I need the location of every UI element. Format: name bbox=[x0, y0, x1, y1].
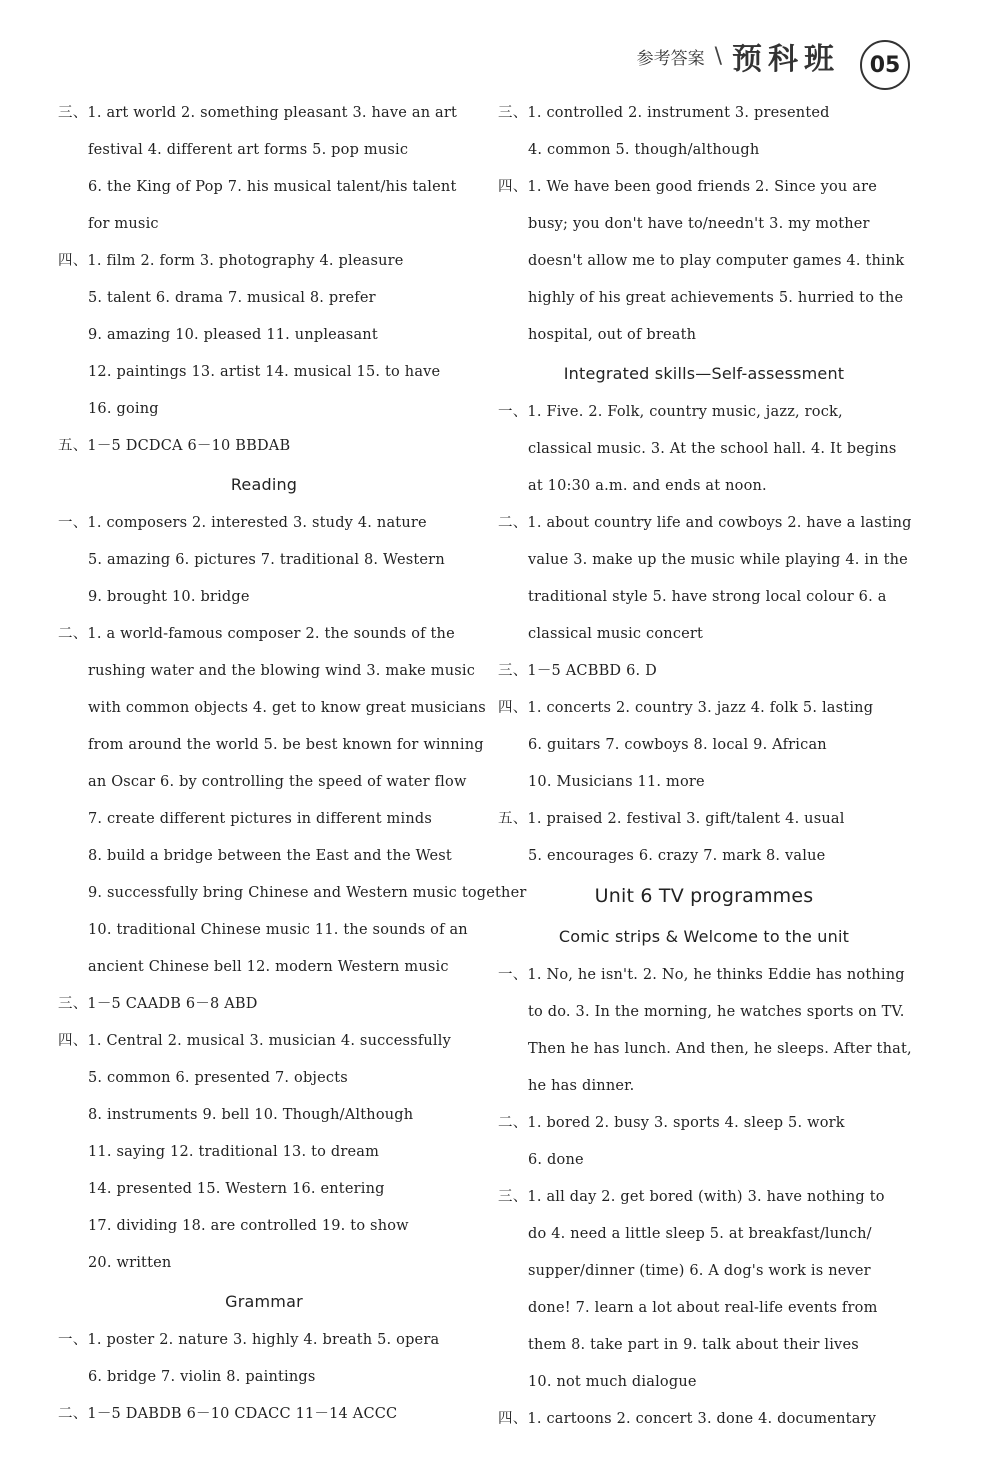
answer-line-continuation: 10. not much dialogue bbox=[528, 1374, 697, 1390]
section-title: Reading bbox=[230, 475, 298, 494]
answer-line-continuation: 4. common 5. though/although bbox=[528, 142, 760, 158]
answer-line: 四、1. cartoons 2. concert 3. done 4. documentary bbox=[498, 1411, 877, 1427]
answer-line-continuation: 9. amazing 10. pleased 11. unpleasant bbox=[88, 327, 378, 343]
answer-line: 五、1. praised 2. festival 3. gift/talent 4. usual bbox=[498, 811, 845, 827]
answer-line-continuation: 6. done bbox=[528, 1152, 584, 1168]
unit-title: Unit 6 TV programmes bbox=[594, 885, 814, 907]
answer-line: 四、1. concerts 2. country 3. jazz 4. folk 5. lasting bbox=[498, 700, 874, 716]
answer-line-continuation: he has dinner. bbox=[528, 1078, 635, 1094]
answer-line-continuation: 8. instruments 9. bell 10. Though/Although bbox=[88, 1107, 414, 1123]
answer-line-continuation: at 10:30 a.m. and ends at noon. bbox=[528, 478, 767, 494]
section-title: Integrated skills—Self-assessment bbox=[563, 364, 845, 383]
answer-line-continuation: 5. encourages 6. crazy 7. mark 8. value bbox=[528, 848, 826, 864]
right-column bbox=[498, 95, 910, 1438]
answer-line-continuation: Then he has lunch. And then, he sleeps. After that, bbox=[528, 1041, 912, 1057]
answer-line-continuation: 6. bridge 7. violin 8. paintings bbox=[88, 1369, 316, 1385]
answer-line: 一、1. composers 2. interested 3. study 4. nature bbox=[58, 515, 427, 531]
answer-line-continuation: ancient Chinese bell 12. modern Western music bbox=[88, 959, 449, 975]
answer-line-continuation: 6. the King of Pop 7. his musical talent/his talent bbox=[88, 179, 457, 195]
answer-line-continuation: 7. create different pictures in different minds bbox=[88, 811, 432, 827]
header-label: 参考答案 bbox=[636, 48, 705, 69]
answer-line-continuation: 14. presented 15. Western 16. entering bbox=[88, 1181, 385, 1197]
answer-line-continuation: for music bbox=[88, 216, 159, 232]
left-column bbox=[58, 95, 527, 1433]
answer-line-continuation: 17. dividing 18. are controlled 19. to show bbox=[88, 1218, 409, 1234]
answer-line: 五、1－5 DCDCA 6－10 BBDAB bbox=[58, 438, 291, 454]
answer-line-continuation: 20. written bbox=[88, 1255, 172, 1271]
answer-line: 一、1. No, he isn't. 2. No, he thinks Eddie has nothing bbox=[498, 967, 905, 983]
answer-line-continuation: 5. amazing 6. pictures 7. traditional 8. Western bbox=[88, 552, 445, 568]
answer-line: 三、1－5 CAADB 6－8 ABD bbox=[58, 996, 258, 1012]
answer-line: 二、1. bored 2. busy 3. sports 4. sleep 5. work bbox=[498, 1115, 845, 1131]
answer-line: 四、1. We have been good friends 2. Since you are bbox=[498, 179, 878, 195]
answer-line: 三、1. art world 2. something pleasant 3. have an art bbox=[58, 105, 458, 121]
page-header bbox=[637, 34, 840, 78]
answer-line-continuation: done! 7. learn a lot about real-life events from bbox=[528, 1300, 878, 1316]
section-title: Grammar bbox=[225, 1292, 303, 1311]
answer-line: 四、1. film 2. form 3. photography 4. pleasure bbox=[58, 253, 404, 269]
answer-line-continuation: classical music. 3. At the school hall. 4. It begins bbox=[528, 441, 897, 457]
answer-line-continuation: 8. build a bridge between the East and the West bbox=[88, 848, 452, 864]
answer-line-continuation: to do. 3. In the morning, he watches sports on TV. bbox=[528, 1004, 905, 1020]
answer-line-continuation: 5. talent 6. drama 7. musical 8. prefer bbox=[88, 290, 376, 306]
page-number-badge bbox=[860, 40, 910, 90]
answer-line-continuation: an Oscar 6. by controlling the speed of water flow bbox=[88, 774, 467, 790]
page-number: 05 bbox=[869, 52, 901, 78]
answer-line: 三、1－5 ACBBD 6. D bbox=[498, 663, 657, 679]
answer-line-continuation: busy; you don't have to/needn't 3. my mother bbox=[528, 216, 870, 232]
answer-line: 四、1. Central 2. musical 3. musician 4. successfully bbox=[58, 1033, 451, 1049]
answer-line: 一、1. poster 2. nature 3. highly 4. breath 5. opera bbox=[58, 1332, 440, 1348]
answer-line-continuation: 11. saying 12. traditional 13. to dream bbox=[88, 1144, 380, 1160]
answer-line-continuation: 6. guitars 7. cowboys 8. local 9. African bbox=[528, 737, 827, 753]
answer-line-continuation: value 3. make up the music while playing 4. in the bbox=[528, 552, 908, 568]
answer-line: 一、1. Five. 2. Folk, country music, jazz, rock, bbox=[498, 404, 843, 420]
answer-line-continuation: rushing water and the blowing wind 3. make music bbox=[88, 663, 476, 679]
answer-line-continuation: with common objects 4. get to know great musicians bbox=[88, 700, 486, 716]
answer-line-continuation: traditional style 5. have strong local colour 6. a bbox=[528, 589, 887, 605]
answer-line-continuation: hospital, out of breath bbox=[528, 327, 697, 343]
section-title: Comic strips & Welcome to the unit bbox=[558, 927, 850, 946]
answer-line-continuation: from around the world 5. be best known for winning bbox=[88, 737, 484, 753]
header-separator: \ bbox=[714, 43, 722, 69]
answer-line-continuation: 9. brought 10. bridge bbox=[88, 589, 250, 605]
answer-line-continuation: doesn't allow me to play computer games 4. think bbox=[528, 253, 905, 269]
answer-line-continuation: them 8. take part in 9. talk about their lives bbox=[528, 1337, 859, 1353]
answer-line-continuation: 10. Musicians 11. more bbox=[528, 774, 705, 790]
answer-line-continuation: 16. going bbox=[88, 401, 159, 417]
answer-line: 二、1－5 DABDB 6－10 CDACC 11－14 ACCC bbox=[58, 1406, 398, 1422]
answer-line: 二、1. a world-famous composer 2. the sounds of the bbox=[58, 626, 455, 642]
answer-line-continuation: 10. traditional Chinese music 11. the sounds of an bbox=[88, 922, 468, 938]
answer-line: 三、1. controlled 2. instrument 3. presented bbox=[498, 105, 830, 121]
answer-line: 二、1. about country life and cowboys 2. have a lasting bbox=[498, 515, 912, 531]
answer-line-continuation: do 4. need a little sleep 5. at breakfast/lunch/ bbox=[528, 1226, 872, 1242]
answer-line-continuation: 5. common 6. presented 7. objects bbox=[88, 1070, 348, 1086]
answer-line-continuation: festival 4. different art forms 5. pop music bbox=[88, 142, 409, 158]
answer-line-continuation: highly of his great achievements 5. hurried to the bbox=[528, 290, 904, 306]
answer-line: 三、1. all day 2. get bored (with) 3. have nothing to bbox=[498, 1189, 885, 1205]
answer-line-continuation: 12. paintings 13. artist 14. musical 15. to have bbox=[88, 364, 441, 380]
answer-line-continuation: 9. successfully bring Chinese and Western music together bbox=[88, 885, 527, 901]
brand-title: 预科班 bbox=[732, 42, 840, 77]
answer-line-continuation: classical music concert bbox=[528, 626, 704, 642]
answer-line-continuation: supper/dinner (time) 6. A dog's work is never bbox=[528, 1263, 871, 1279]
